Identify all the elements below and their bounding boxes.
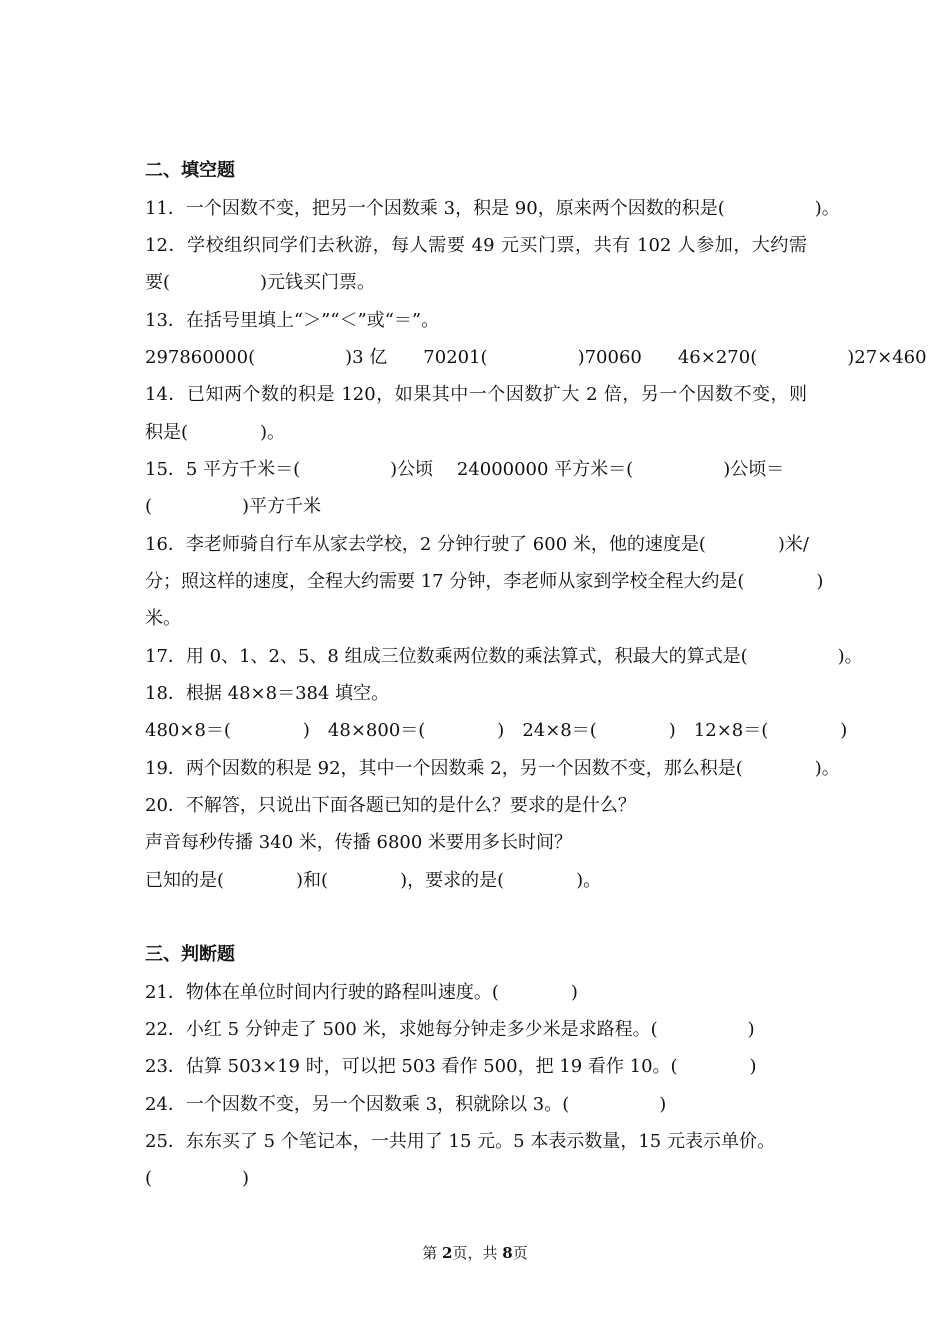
- question-25-cont: ( ): [145, 1168, 250, 1189]
- question-25: 25．东东买了 5 个笔记本，一共用了 15 元。5 本表示数量，15 元表示单价。: [145, 1131, 775, 1152]
- current-page-number: 2: [442, 1244, 453, 1262]
- question-18-items: 480×8＝( ) 48×800＝( ) 24×8＝( ) 12×8＝( ): [145, 720, 848, 741]
- question-16: 16．李老师骑自行车从家去学校，2 分钟行驶了 600 米，他的速度是( )米/: [145, 534, 809, 555]
- question-17: 17．用 0、1、2、5、8 组成三位数乘两位数的乘法算式，积最大的算式是( )。: [145, 646, 863, 667]
- question-20-prompt: 声音每秒传播 340 米，传播 6800 米要用多长时间？: [145, 832, 573, 853]
- question-12-cont: 要( )元钱买门票。: [145, 272, 376, 293]
- question-18: 18．根据 48×8＝384 填空。: [145, 683, 390, 704]
- question-12: 12．学校组织同学们去秋游，每人需要 49 元买门票，共有 102 人参加，大约需: [145, 235, 807, 256]
- question-20-answer: 已知的是( )和( )，要求的是( )。: [145, 870, 602, 891]
- page-footer: 第 2页，共 8页: [422, 1244, 528, 1262]
- section-heading-fill-in: 二、填空题: [145, 160, 235, 181]
- total-page-count: 8: [502, 1244, 513, 1262]
- question-14-cont: 积是( )。: [145, 422, 286, 443]
- question-15: 15．5 平方千米＝( )公顷 24000000 平方米＝( )公顷＝: [145, 459, 785, 480]
- question-15-cont: ( )平方千米: [145, 496, 322, 517]
- section-heading-true-false: 三、判断题: [145, 944, 235, 965]
- question-23: 23．估算 503×19 时，可以把 503 看作 500，把 19 看作 10。( ): [145, 1056, 757, 1077]
- question-11: 11．一个因数不变，把另一个因数乘 3，积是 90，原来两个因数的积是( )。: [145, 198, 840, 219]
- question-16-cont: 分；照这样的速度，全程大约需要 17 分钟，李老师从家到学校全程大约是( ): [145, 571, 824, 592]
- question-16-end: 米。: [145, 608, 181, 629]
- question-20: 20．不解答，只说出下面各题已知的是什么？要求的是什么？: [145, 795, 636, 816]
- question-22: 22．小红 5 分钟走了 500 米，求她每分钟走多少米是求路程。( ): [145, 1019, 755, 1040]
- question-21: 21．物体在单位时间内行驶的路程叫速度。( ): [145, 982, 578, 1003]
- question-14: 14．已知两个数的积是 120，如果其中一个因数扩大 2 倍，另一个因数不变，则: [145, 384, 807, 405]
- question-13-items: 297860000( )3 亿 70201( )70060 46×270( )27×460: [145, 347, 927, 368]
- question-13: 13．在括号里填上“＞”“＜”或“＝”。: [145, 310, 440, 331]
- question-24: 24．一个因数不变，另一个因数乘 3，积就除以 3。( ): [145, 1094, 667, 1115]
- question-19: 19．两个因数的积是 92，其中一个因数乘 2，另一个因数不变，那么积是( )。: [145, 758, 840, 779]
